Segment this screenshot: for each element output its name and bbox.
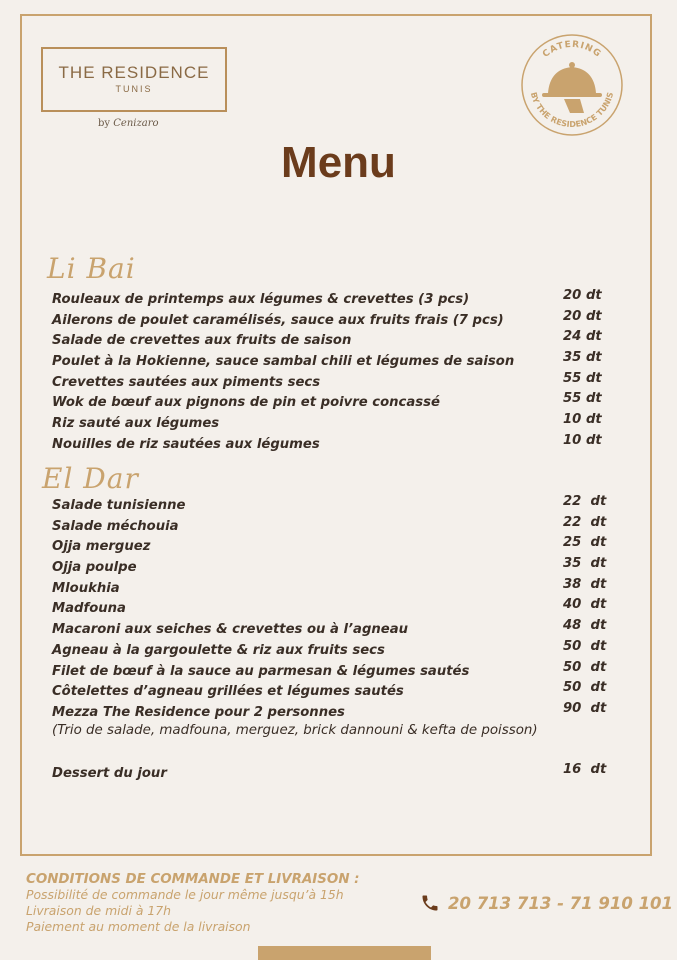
item-price: 25 dt <box>563 535 607 551</box>
item-price: 35 dt <box>563 350 602 366</box>
item-label: Côtelettes d’agneau grillées et légumes sautés <box>52 684 404 700</box>
menu-title: Menu <box>281 138 396 187</box>
item-label: Ojja poulpe <box>52 560 137 576</box>
list-item <box>52 764 612 785</box>
logo-subtitle: TUNIS <box>115 84 153 94</box>
condition-line: Paiement au moment de la livraison <box>26 919 251 934</box>
item-label: Salade de crevettes aux fruits de saison <box>52 333 352 349</box>
phone-icon <box>420 893 440 913</box>
svg-text:CATERING <box>541 40 603 60</box>
item-price: 50 dt <box>563 680 607 696</box>
item-price: 35 dt <box>563 556 607 572</box>
item-label: Poulet à la Hokienne, sauce sambal chili et légumes de saison <box>52 354 515 370</box>
catering-seal-icon <box>520 33 624 137</box>
item-label: Ailerons de poulet caramélisés, sauce aux fruits frais (7 pcs) <box>52 312 504 328</box>
list-item <box>52 620 612 641</box>
logo-title: THE RESIDENCE <box>58 63 210 82</box>
order-conditions <box>26 872 360 935</box>
mezza-note: (Trio de salade, madfouna, merguez, brick dannouni & kefta de poisson) <box>52 723 538 738</box>
item-price: 10 dt <box>563 432 602 448</box>
item-label: Salade méchouia <box>52 518 179 534</box>
item-label: Nouilles de riz sautées aux légumes <box>52 436 320 452</box>
item-price: 50 dt <box>563 659 607 675</box>
li-bai-items <box>52 290 612 456</box>
list-item <box>52 659 612 683</box>
item-label: Filet de bœuf à la sauce au parmesan & légumes sautés <box>52 663 470 679</box>
logo-by-prefix: by <box>98 118 111 129</box>
list-item <box>52 414 612 435</box>
item-label: Mezza The Residence pour 2 personnes <box>52 704 345 720</box>
list-item <box>52 308 612 332</box>
list-item <box>52 370 612 394</box>
section-title-el-dar: El Dar <box>42 462 139 495</box>
list-item <box>52 558 612 579</box>
item-price: 55 dt <box>563 370 602 386</box>
item-price: 38 dt <box>563 576 607 592</box>
seal-bottom-text: BY THE RESIDENCE TUNIS <box>528 91 616 130</box>
list-item <box>52 496 612 517</box>
list-item <box>52 393 612 414</box>
dessert-row <box>52 764 612 785</box>
item-label: Wok de bœuf aux pignons de pin et poivre concassé <box>52 395 440 411</box>
phone-numbers: 20 713 713 - 71 910 101 <box>448 893 674 913</box>
logo-by-brand: Cenizaro <box>113 118 159 129</box>
item-label: Macaroni aux seiches & crevettes ou à l’agneau <box>52 622 408 638</box>
item-price: 10 dt <box>563 412 602 428</box>
condition-line: Livraison de midi à 17h <box>26 903 171 918</box>
phone-contact[interactable] <box>420 893 673 913</box>
list-item <box>52 700 612 724</box>
item-price: 40 dt <box>563 597 607 613</box>
list-item <box>52 331 612 352</box>
item-price: 22 dt <box>563 494 607 509</box>
item-label: Salade tunisienne <box>52 498 186 513</box>
residence-logo <box>41 47 227 112</box>
section-title-li-bai: Li Bai <box>47 252 136 285</box>
list-item <box>52 514 612 538</box>
item-label: Dessert du jour <box>52 766 167 781</box>
list-item <box>52 599 612 620</box>
item-price: 20 dt <box>563 308 602 324</box>
item-price: 20 dt <box>563 288 602 303</box>
seal-top-text: CATERING <box>541 39 603 60</box>
item-label: Riz sauté aux légumes <box>52 416 220 432</box>
item-label: Mloukhia <box>52 580 120 596</box>
item-price: 22 dt <box>563 514 607 530</box>
list-item <box>52 638 612 662</box>
list-item <box>52 432 612 456</box>
item-price: 16 dt <box>563 762 607 777</box>
item-price: 55 dt <box>563 391 602 407</box>
list-item <box>52 537 612 558</box>
item-label: Ojja merguez <box>52 539 151 555</box>
logo-by <box>98 118 159 129</box>
bottom-bar <box>258 946 431 960</box>
item-label: Agneau à la gargoulette & riz aux fruits secs <box>52 642 385 658</box>
item-label: Rouleaux de printemps aux légumes & crevettes (3 pcs) <box>52 292 470 307</box>
condition-line: Possibilité de commande le jour même jusqu’à 15h <box>26 887 344 902</box>
list-item <box>52 576 612 600</box>
item-label: Crevettes sautées aux piments secs <box>52 374 321 390</box>
conditions-title: CONDITIONS DE COMMANDE ET LIVRAISON : <box>26 872 360 887</box>
list-item <box>52 682 612 703</box>
item-label: Madfouna <box>52 601 126 617</box>
item-price: 24 dt <box>563 329 602 345</box>
el-dar-items <box>52 496 612 724</box>
item-price: 90 dt <box>563 700 607 716</box>
item-price: 48 dt <box>563 618 607 634</box>
list-item <box>52 290 612 311</box>
item-price: 50 dt <box>563 638 607 654</box>
list-item <box>52 352 612 373</box>
